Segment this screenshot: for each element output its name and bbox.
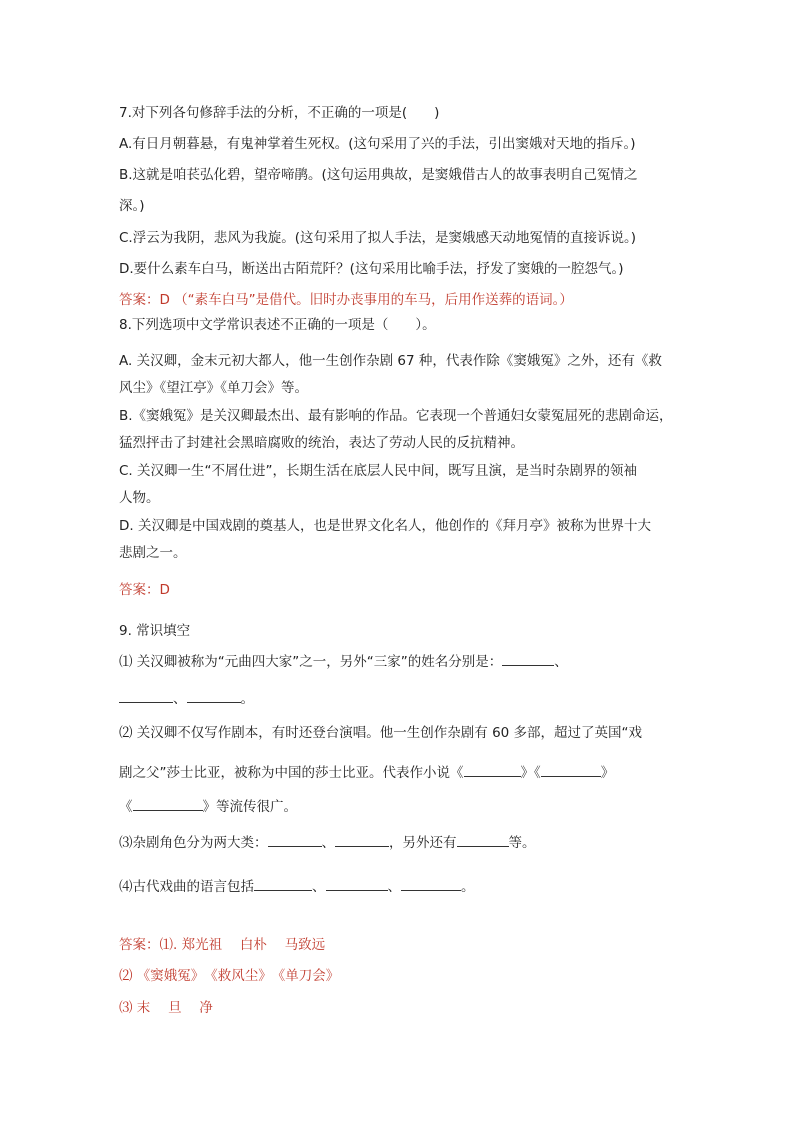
separator: 》《 [520,765,541,781]
q7-option-b-line2: 深。) [119,198,145,214]
fill-blank [133,796,203,811]
fill-blank [268,832,322,847]
end-mark: 。 [240,691,254,707]
q9-part3-text: ⑶杂剧角色分为两大类： [119,835,268,851]
q9-part2-text: 剧之父”莎士比亚，被称为中国的莎士比亚。代表作小说《 [119,765,464,781]
q9-answer-3: ⑶ 末 旦 净 [119,1000,213,1016]
q9-title: 9. 常识填空 [119,623,191,639]
separator: 、 [173,691,187,707]
q8-option-a-line1: A. 关汉卿，金末元初大都人，他一生创作杂剧 67 种，代表作除《窦娥冤》之外，还有《救 [119,353,662,369]
fill-blank [254,876,312,891]
q9-part1-text: ⑴ 关汉卿被称为“元曲四大家”之一，另外“三家”的姓名分别是： [119,654,503,670]
separator: 、 [321,835,335,851]
fill-blank [541,762,601,777]
q8-option-b-line1: B.《窦娥冤》是关汉卿最杰出、最有影响的作品。它表现一个普通妇女蒙冤屈死的悲剧命运， [119,408,673,424]
q7-option-d: D.要什么素车白马，断送出古陌荒阡？(这句采用比喻手法，抒发了窦娥的一腔怨气。) [119,261,624,277]
end-mark: 。 [461,879,475,895]
q9-part2-line1: ⑵ 关汉卿不仅写作剧本，有时还登台演唱。他一生创作杂剧有 60 多部，超过了英国“戏 [119,725,643,741]
q8-option-d-line1: D. 关汉卿是中国戏剧的奠基人，也是世界文化名人，他创作的《拜月亭》被称为世界十大 [119,518,651,534]
open-mark: 《 [119,799,133,815]
q9-part4 [119,876,475,896]
q8-option-c-line1: C. 关汉卿一生“不屑仕进”，长期生活在底层人民中间，既写且演，是当时杂剧界的领袖 [119,463,637,479]
q9-part2-end: 》等流传很广。 [202,799,297,815]
q8-option-d-line2: 悲剧之一。 [119,545,187,561]
q7-option-a: A.有日月朝暮悬，有鬼神掌着生死权。(这句采用了兴的手法，引出窦娥对天地的指斥。) [119,136,636,152]
fill-blank [464,762,521,777]
fill-blank [401,876,461,891]
fill-blank [119,688,173,703]
fill-blank [187,688,241,703]
fill-blank [335,832,389,847]
q8-option-a-line2: 风尘》《望江亭》《单刀会》等。 [119,380,308,396]
q9-part1-line2 [119,688,254,708]
q9-part2-line3 [119,796,297,816]
q9-answer-1: 答案：⑴. 郑光祖 白朴 马致远 [119,937,326,953]
q9-part2-line2 [119,762,614,782]
fill-blank [502,651,554,666]
separator: 、 [554,654,568,670]
q8-answer: 答案：D [119,582,170,598]
q7-stem: 7.对下列各句修辞手法的分析，不正确的一项是( ) [119,105,440,121]
fill-blank [457,832,509,847]
q8-option-b-line2: 猛烈抨击了封建社会黑暗腐败的统治，表达了劳动人民的反抗精神。 [119,435,524,451]
q9-part3-end: 等。 [508,835,536,851]
separator: 、 [312,879,326,895]
q8-stem: 8.下列选项中文学常识表述不正确的一项是（ ）。 [119,317,436,333]
q9-part3-mid: ，另外还有 [389,835,457,851]
q7-option-b-line1: B.这就是咱苌弘化碧，望帝啼鹃。(这句运用典故，是窦娥借古人的故事表明自己冤情之 [119,167,638,183]
q7-answer: 答案：D （“素车白马”是借代。旧时办丧事用的车马，后用作送葬的语词。） [119,292,573,308]
q7-option-c: C.浮云为我阴，悲风为我旋。(这句采用了拟人手法，是窦娥感天动地冤情的直接诉说。) [119,230,637,246]
q9-part4-text: ⑷古代戏曲的语言包括 [119,879,254,895]
q9-part3 [119,832,536,852]
q9-part1-line1 [119,651,568,671]
separator: 、 [387,879,401,895]
end-mark: 》 [600,765,615,781]
fill-blank [326,876,388,891]
q9-answer-2: ⑵ 《窦娥冤》 《救风尘》 《单刀会》 [119,968,340,984]
q8-option-c-line2: 人物。 [119,490,160,506]
